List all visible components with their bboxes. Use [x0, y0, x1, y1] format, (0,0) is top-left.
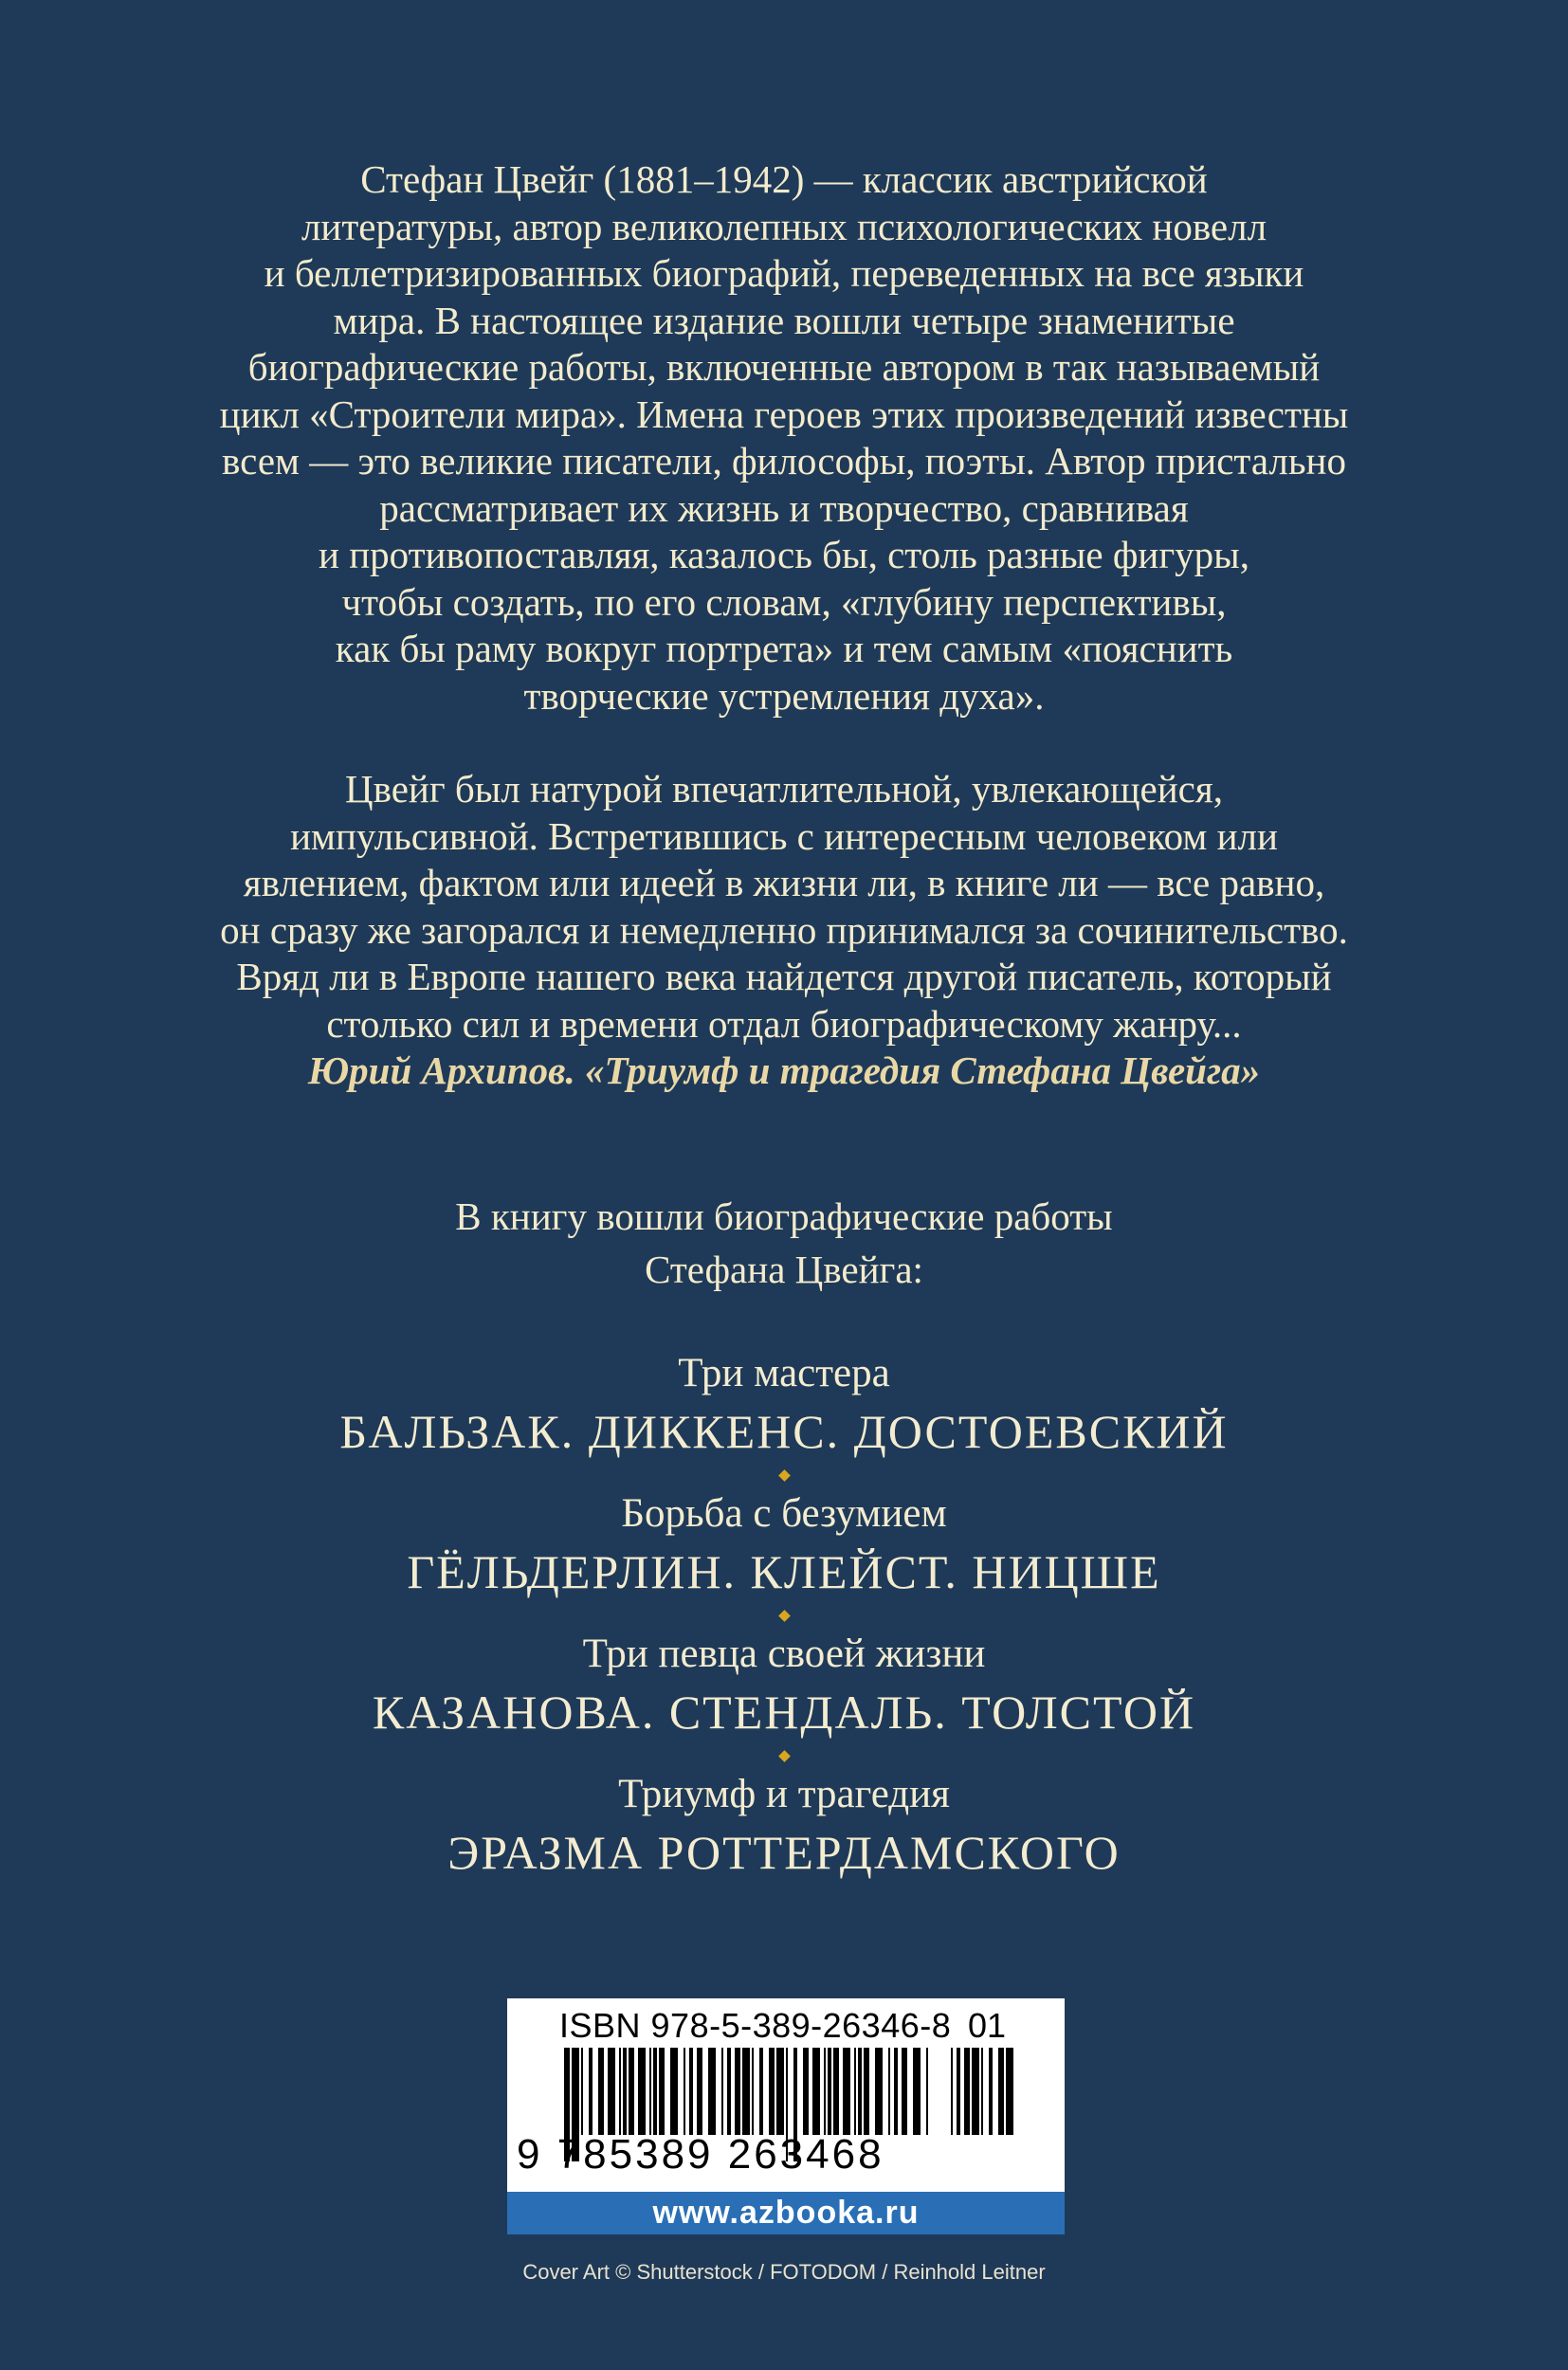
work-title: Борьба с безумием: [621, 1491, 947, 1536]
barcode-bar: [608, 2048, 615, 2135]
barcode-bar: [824, 2048, 826, 2135]
works-list: [0, 1346, 1568, 1888]
barcode-bar: [951, 2048, 953, 2135]
blurb-line: и противопоставляя, казалось бы, столь разные фигуры,: [319, 533, 1249, 576]
barcode-bar: [957, 2048, 960, 2135]
barcode-bar: [684, 2048, 685, 2135]
barcode-bar: [926, 2048, 928, 2135]
work-item: [0, 1627, 1568, 1742]
work-item: [0, 1767, 1568, 1883]
quote-source: Юрий Архипов. «Триумф и трагедия Стефана Цвейга»: [307, 1048, 1261, 1092]
barcode-bar: [875, 2048, 883, 2135]
barcode-bar: [888, 2048, 890, 2135]
work-names: ГЁЛЬДЕРЛИН. КЛЕЙСТ. НИЦШЕ: [407, 1545, 1161, 1598]
blurb: [0, 156, 1568, 1095]
work-title: Триумф и трагедия: [618, 1772, 950, 1816]
barcode-bar: [981, 2048, 983, 2135]
barcode-bar: [721, 2048, 723, 2135]
barcode-bar: [649, 2048, 651, 2135]
barcode: [507, 1998, 1065, 2234]
blurb-paragraph-1: [0, 156, 1568, 720]
blurb-line: как бы раму вокруг портрета» и тем самым «пояснить: [335, 627, 1233, 670]
contents-intro: [0, 1190, 1568, 1296]
work-names: ЭРАЗМА РОТТЕРДАМСКОГО: [447, 1826, 1121, 1879]
blurb-line: цикл «Строители мира». Имена героев этих произведений известны: [219, 392, 1349, 436]
barcode-bar: [638, 2048, 646, 2135]
diamond-icon: [778, 1610, 791, 1622]
blurb-line: рассматривает их жизнь и творчество, сравнивая: [379, 485, 1189, 530]
barcode-bar: [894, 2048, 898, 2135]
barcode-bar: [972, 2048, 979, 2135]
barcode-bar: [964, 2048, 970, 2135]
blurb-line: Стефан Цвейг (1881–1942) — классик австрийской: [360, 157, 1208, 201]
barcode-bar: [776, 2048, 784, 2135]
barcode-bar: [998, 2048, 1004, 2135]
blurb-line: Вряд ли в Европе нашего века найдется другой писатель, который: [236, 955, 1332, 998]
blurb-line: мира. В настоящее издание вошли четыре знаменитые: [333, 298, 1235, 342]
barcode-bar: [619, 2048, 621, 2135]
barcode-bar: [803, 2048, 809, 2135]
blurb-line: столько сил и времени отдал биографическому жанру...: [326, 1001, 1242, 1046]
intro-line: В книгу вошли биографические работы: [455, 1194, 1113, 1238]
work-item: [0, 1486, 1568, 1602]
barcode-bar: [708, 2048, 716, 2135]
blurb-line: Цвейг был натурой впечатлительной, увлекающейся,: [344, 767, 1223, 811]
blurb-line: творческие устремления духа».: [523, 673, 1045, 718]
barcode-bar: [589, 2048, 593, 2135]
blurb-line: литературы, автор великолепных психологических новелл: [301, 204, 1267, 248]
blurb-paragraph-2: [0, 766, 1568, 1095]
barcode-bar: [727, 2048, 731, 2135]
barcode-addon-bars: [951, 2048, 1017, 2161]
work-names: БАЛЬЗАК. ДИККЕНС. ДОСТОЕВСКИЙ: [339, 1405, 1229, 1458]
blurb-line: биографические работы, включенные автором в так называемый: [247, 345, 1321, 389]
blurb-line: и беллетризированных биографий, переведенных на все языки: [264, 251, 1304, 295]
separator-diamond: [0, 1748, 1568, 1763]
barcode-bar: [623, 2048, 627, 2135]
work-title: Три певца своей жизни: [582, 1632, 986, 1676]
barcode-bar: [598, 2048, 604, 2135]
barcode-bar: [812, 2048, 820, 2135]
barcode-bar: [843, 2048, 850, 2135]
barcode-bar: [759, 2048, 763, 2135]
publisher-url: www.azbooka.ru: [507, 2192, 1065, 2234]
blurb-line: чтобы создать, по его словам, «глубину перспективы,: [341, 579, 1227, 624]
blurb-line: явлением, фактом или идеей в жизни ли, в книге ли — все равно,: [243, 861, 1325, 904]
work-title: Три мастера: [678, 1351, 890, 1395]
work-names: КАЗАНОВА. СТЕНДАЛЬ. ТОЛСТОЙ: [372, 1686, 1196, 1739]
diamond-icon: [778, 1469, 791, 1482]
diamond-icon: [778, 1750, 791, 1762]
barcode-bar: [769, 2048, 775, 2135]
barcode-bar: [659, 2048, 665, 2135]
barcode-digits: 9 785389 263468: [517, 2131, 884, 2178]
blurb-line: импульсивной. Встретившись с интересным человеком или: [290, 813, 1278, 858]
barcode-bar: [902, 2048, 907, 2135]
blurb-line: он сразу же загорался и немедленно принимался за сочинительство.: [220, 907, 1348, 952]
barcode-bar: [670, 2048, 678, 2135]
separator-diamond: [0, 1608, 1568, 1623]
barcode-bar: [833, 2048, 839, 2135]
barcode-bar: [913, 2048, 921, 2135]
barcode-bar: [735, 2048, 740, 2135]
barcode-bar: [629, 2048, 634, 2135]
work-item: [0, 1346, 1568, 1462]
barcode-bar: [858, 2048, 862, 2135]
isbn-number: ISBN 978-5-389-26346-8: [559, 2006, 952, 2045]
barcode-bar: [854, 2048, 856, 2135]
blurb-line: всем — это великие писатели, философы, поэты. Автор пристально: [222, 439, 1346, 483]
barcode-bar: [828, 2048, 831, 2135]
barcode-bar: [742, 2048, 750, 2135]
barcode-bar: [1006, 2048, 1013, 2135]
intro-line: Стефана Цвейга:: [645, 1248, 923, 1291]
barcode-bar: [581, 2048, 583, 2135]
cover-art-credit: Cover Art © Shutterstock / FOTODOM / Reinhold Leitner: [522, 2260, 1046, 2284]
barcode-bar: [752, 2048, 754, 2135]
barcode-addon-number: 01: [967, 2006, 1006, 2045]
barcode-bar: [689, 2048, 693, 2135]
barcode-bar: [653, 2048, 657, 2135]
barcode-bar: [989, 2048, 993, 2135]
barcode-bar: [697, 2048, 702, 2135]
separator-diamond: [0, 1468, 1568, 1483]
barcode-bar: [864, 2048, 869, 2135]
